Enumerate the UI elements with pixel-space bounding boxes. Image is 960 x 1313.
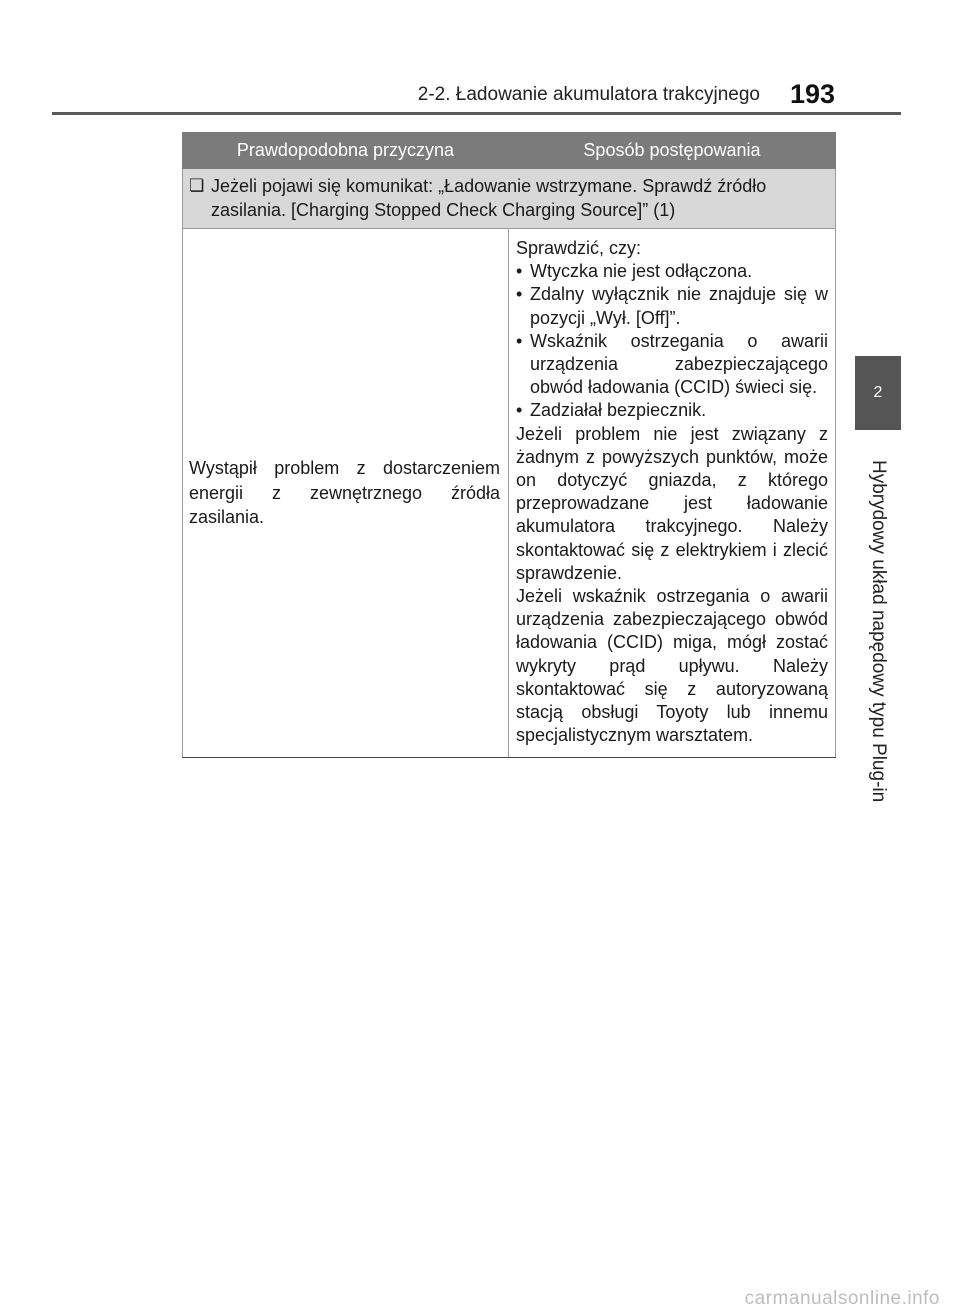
bullet-dot-icon: • [516,284,523,305]
remedy-bullet [516,330,828,400]
table-header-row [183,133,836,169]
troubleshooting-table [182,132,836,758]
remedy-bullet [516,399,828,422]
bullet-dot-icon: • [516,330,523,351]
remedy-note: Jeżeli wskaźnik ostrzegania o awarii urządzenia zabezpieczającego obwód ładowania (CCID) miga, mógł zostać wykryty prąd upływu. Należy skontaktować się z autoryzowaną stacją obsługi Toyoty lub innemu specjalistycznym warsztatem. [516,586,828,746]
table-row [183,229,836,758]
column-header-cause: Prawdopodobna przyczyna [183,133,509,169]
remedy-cell [509,229,836,758]
remedy-bullet-text: Wtyczka nie jest odłączona. [530,261,753,282]
remedy-bullet-text: Zdalny wyłącznik nie znajduje się w pozycji „Wył. [Off]”. [530,284,828,328]
section-heading-cell [183,169,836,229]
checkbox-marker-icon: ❏ [189,176,205,195]
remedy-bullet [516,283,828,329]
running-header-title: 2-2. Ładowanie akumulatora trakcyjnego [417,84,760,105]
header-divider [52,112,901,115]
page-number: 193 [790,79,836,109]
column-header-remedy: Sposób postępowania [509,133,836,169]
cause-cell: Wystąpił problem z dostarczeniem energii z zewnętrznego źródła zasilania. [183,229,509,758]
section-heading-text: Jeżeli pojawi się komunikat: „Ładowanie wstrzymane. Sprawdź źródło zasilania. [Charging Stopped Check Charging Source]” (1) [211,176,767,220]
watermark-text: carmanualsonline.info [744,1288,940,1309]
remedy-note: Jeżeli problem nie jest związany z żadnym z powyższych punktów, może on dotyczyć gniazda, z którego przeprowadzane jest ładowanie akumulatora trakcyjnego. Należy skontaktować się z elektrykiem i zlecić sprawdzenie. [516,423,828,583]
table-section-row [183,169,836,229]
remedy-bullet-text: Wskaźnik ostrzegania o awarii urządzenia zabezpieczającego obwód ładowania (CCID) świeci się. [530,330,828,398]
chapter-tab-number: 2 [855,356,901,430]
remedy-bullet [516,260,828,283]
remedy-intro: Sprawdzić, czy: [516,238,642,258]
chapter-tab-title: Hybrydowy układ napędowy typu Plug-in [868,460,889,803]
bullet-dot-icon: • [516,400,523,421]
remedy-bullet-text: Zadziałał bezpiecznik. [530,400,707,421]
bullet-dot-icon: • [516,261,523,282]
